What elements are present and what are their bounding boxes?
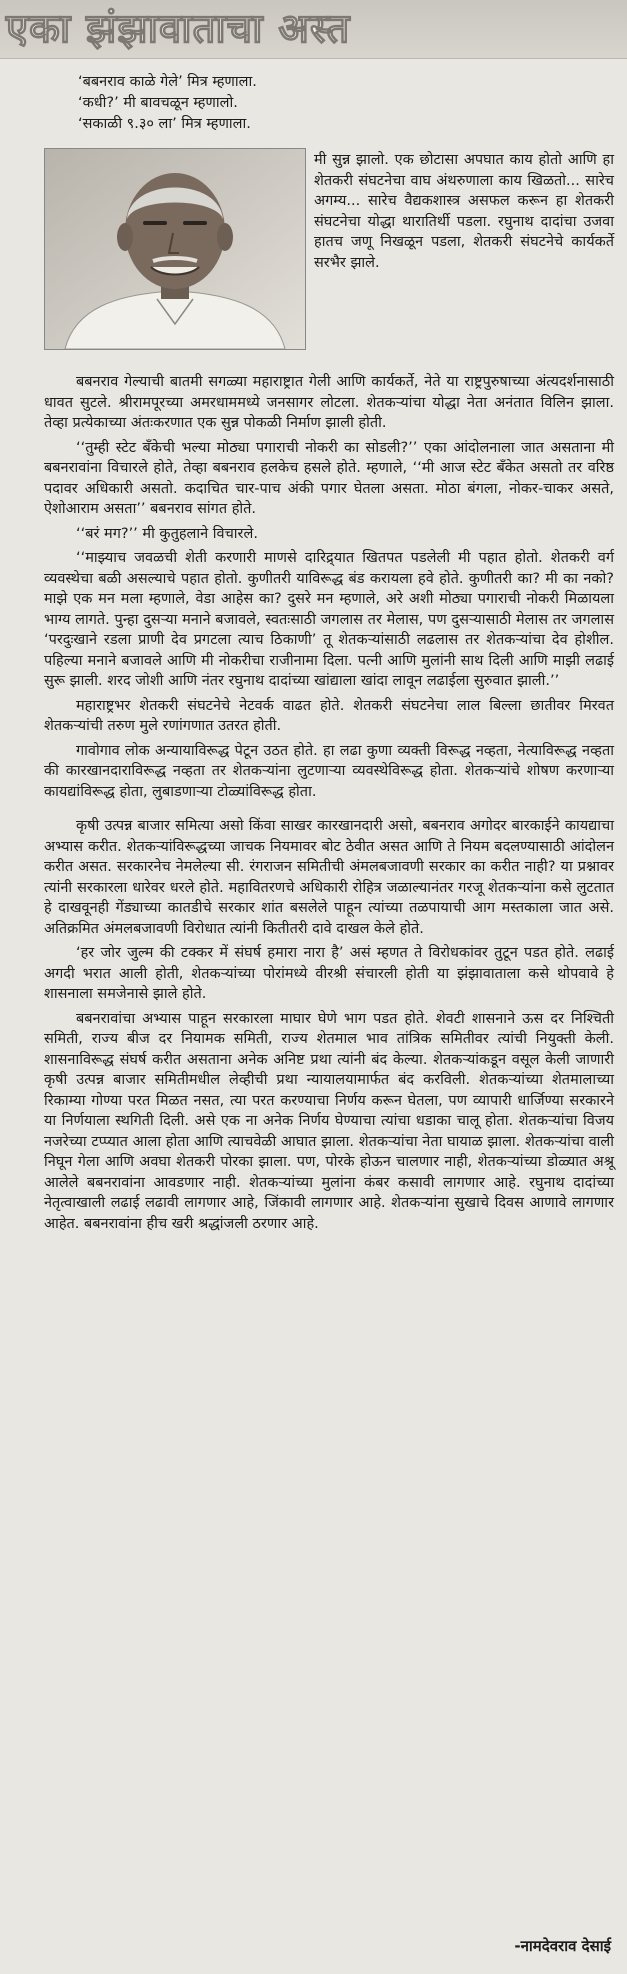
paragraph: ‘‘बरं मग?’’ मी कुतुहलाने विचारले. bbox=[76, 525, 258, 542]
article-body bbox=[44, 372, 614, 1238]
intro-line: ‘बबनराव काळे गेले’ मित्र म्हणाला. bbox=[78, 74, 257, 90]
portrait-image bbox=[45, 149, 305, 349]
intro-line: ‘सकाळी ९.३० ला’ मित्र म्हणाला. bbox=[78, 116, 251, 132]
paragraph: गावोगाव लोक अन्यायाविरूद्ध पेटून उठत होते. हा लढा कुणा व्यक्ती विरूद्ध नव्हता, नेत्याविरूद्ध नव्हता की कारखानदाराविरूद्ध नव्हता तर शेतकऱ्यांना लुटणाऱ्या व्यवस्थेविरूद्ध होता. शेतकऱ्यांचे शोषण करणाऱ्या कायद्यांविरूद्ध होता, लुबाडणाऱ्या टोळ्यांविरूद्ध होता. bbox=[44, 742, 614, 800]
paragraph: कृषी उत्पन्न बाजार समित्या असो किंवा साखर कारखानदारी असो, बबनराव अगोदर बारकाईने कायद्याचा अभ्यास करीत. शेतकऱ्यांविरूद्धच्या जाचक नियमावर बोट ठेवीत असत आणि ते नियम बदलण्यासाठी आंदोलन करीत असत. सरकारनेच नेमलेल्या सी. रंगराजन समितीची अंमलबजावणी सरकार का करीत नाही? या प्रश्नावर त्यांनी सरकारला धारेवर धरले होते. महावितरणचे अधिकारी रोहित्र जळाल्यानंतर गरजू शेतकऱ्यांना कसे लुटतात हे दाखवूनही गेंड्याच्या कातडीचे सरकार शांत बसलेले पाहून त्यांच्या तळपायाची आग मस्तकाला जात असे. अतिक्रमित अंमलबजावणी विरोधात त्यांनी कितीतरी दावे दाखल केले होते. bbox=[44, 818, 614, 937]
side-paragraph bbox=[314, 150, 614, 273]
headline-banner bbox=[0, 0, 627, 59]
paragraph: ‘हर जोर जुल्म की टक्कर में संघर्ष हमारा नारा है’ असं म्हणत ते विरोधकांवर तुटून पडत होते. लढाई अगदी भरात आली होती, शेतकऱ्यांच्या पोरांमध्ये वीरश्री संचारली होती या झंझावाताला कसे थोपवावे हे शासनाला समजेनासे झाले होते. bbox=[44, 945, 614, 1002]
headline-title: एका झंझावाताचा अस्त bbox=[6, 6, 351, 52]
intro-line: ‘कधी?’ मी बावचळून म्हणालो. bbox=[78, 95, 238, 111]
portrait-photo bbox=[44, 148, 306, 350]
paragraph: ‘‘माझ्याच जवळची शेती करणारी माणसे दारिद्र्यात खितपत पडलेली मी पहात होतो. शेतकरी वर्ग व्यवस्थेचा बळी असल्याचे पहात होतो. कुणीतरी याविरूद्ध बंड करायला हवे होते. कुणीतरी का? मी का नको? माझे एक मन मला म्हणाले, वेडा आहेस का? दुसरे मन म्हणाले, अरे अशी मोठ्या पगाराची नोकरी मिळायला भाग्य लागते. पुन्हा दुसऱ्या मनाने बजावले, स्वतःसाठी जगलास तर मेलास, पण दुसऱ्यासाठी मेलास तर जगलास ‘परदुःखाने रडला प्राणी देव प्रगटला त्याच ठिकाणी’ तू शेतकऱ्यांसाठी लढलास तर शेतकऱ्यांचा देव होशील. पहिल्या मनाने बजावले आणि मी नोकरीचा राजीनामा दिला. पत्नी आणि मुलांनी साथ दिली आणि माझी लढाई सुरू झाली. शरद जोशी आणि नंतर रघुनाथ दादांच्या खांद्याला खांदा लावून लढाईला सुरुवात झाली.’’ bbox=[44, 550, 614, 689]
paragraph: महाराष्ट्रभर शेतकरी संघटनेचे नेटवर्क वाढत होते. शेतकरी संघटनेचा लाल बिल्ला छातीवर मिरवत शेतकऱ्यांची तरुण मुले रणांगणात उतरत होती. bbox=[44, 697, 614, 734]
side-text: मी सुन्न झालो. एक छोटासा अपघात काय होतो आणि हा शेतकरी संघटनेचा वाघ अंथरुणाला काय खिळतो... सारेच अगम्य... सारेच वैद्यकशास्त्र असफल करून हा शेतकरी संघटनेचा योद्धा थारातिर्थी पडला. रघुनाथ दादांचा उजवा हातच जणू निखळून पडला, शेतकरी संघटनेचे कार्यकर्ते सरभैर झाले. bbox=[314, 152, 614, 271]
paragraph: बबनराव गेल्याची बातमी सगळ्या महाराष्ट्रात गेली आणि कार्यकर्ते, नेते या राष्ट्रपुरुषाच्या अंत्यदर्शनासाठी धावत सुटले. श्रीरामपूरच्या अमरधाममध्ये जनसागर लोटला. शेतकऱ्यांचा योद्धा नेता अनंतात विलिन झाला. तेव्हा प्रत्येकाच्या अंतःकरणात एक सुन्न पोकळी निर्माण झाली होती. bbox=[44, 374, 614, 431]
paragraph: बबनरावांचा अभ्यास पाहून सरकारला माघार घेणे भाग पडत होते. शेवटी शासनाने ऊस दर निश्चिती समिती, राज्य बीज दर नियामक समिती, राज्य शेतमाल भाव तांत्रिक समितीवर त्यांची नियुक्ती केली. शासनाविरूद्ध संघर्ष करीत असताना अनेक अनिष्ट प्रथा त्यांनी बंद केल्या. शेतकऱ्यांकडून वसूल केली जाणारी कृषी उत्पन्न बाजार समितीमधील लेव्हीची प्रथा न्यायालयामार्फत बंद करविली. शेतकऱ्यांच्या शेतमालाच्या रिकाम्या गोण्या परत मिळत नसत, त्या परत करण्याचा निर्णय करून घेतला, पण व्यापारी धार्जिण्या सरकारने या निर्णयाला स्थगिती दिली. असे एक ना अनेक निर्णय घेण्याचा त्यांचा धडाका चालू होता. शेतकऱ्यांचा विजय नजरेच्या टप्प्यात आला होता आणि त्याचवेळी आघात झाला. शेतकऱ्यांचा नेता घायाळ झाला. शेतकऱ्यांचा वाली निघून गेला आणि अवघा शेतकरी पोरका झाला. पण, पोरके होऊन चालणार नाही, शेतकऱ्यांच्या डोळ्यात अश्रू आलेले बबनरावांना आवडणार नाही. शेतकऱ्यांच्या मुलांना कंबर कसावी लागणार आहे. रघुनाथ दादांच्या नेतृत्वाखाली लढाई लढावी लागणार आहे, जिंकावी लागणार आहे. शेतकऱ्यांना सुखाचे दिवस आणावे लागणार आहेत. बबनरावांना हीच खरी श्रद्धांजली ठरणार आहे. bbox=[44, 1010, 614, 1232]
paragraph: ‘‘तुम्ही स्टेट बँकेची भल्या मोठ्या पगाराची नोकरी का सोडली?’’ एका आंदोलनाला जात असताना मी बबनरावांना विचारले होते, तेव्हा बबनराव हलकेच हसले होते. म्हणाले, ‘‘मी आज स्टेट बँकेत असतो तर वरिष्ठ पदावर अधिकारी असतो. कदाचित चार-पाच अंकी पगार घेतला असता. मोठा बंगला, नोकर-चाकर असते, ऐशोआराम असता’’ बबनराव सांगत होते. bbox=[44, 439, 614, 517]
intro-dialogue bbox=[44, 72, 614, 135]
author-byline: -नामदेवराव देसाई bbox=[514, 1937, 611, 1955]
